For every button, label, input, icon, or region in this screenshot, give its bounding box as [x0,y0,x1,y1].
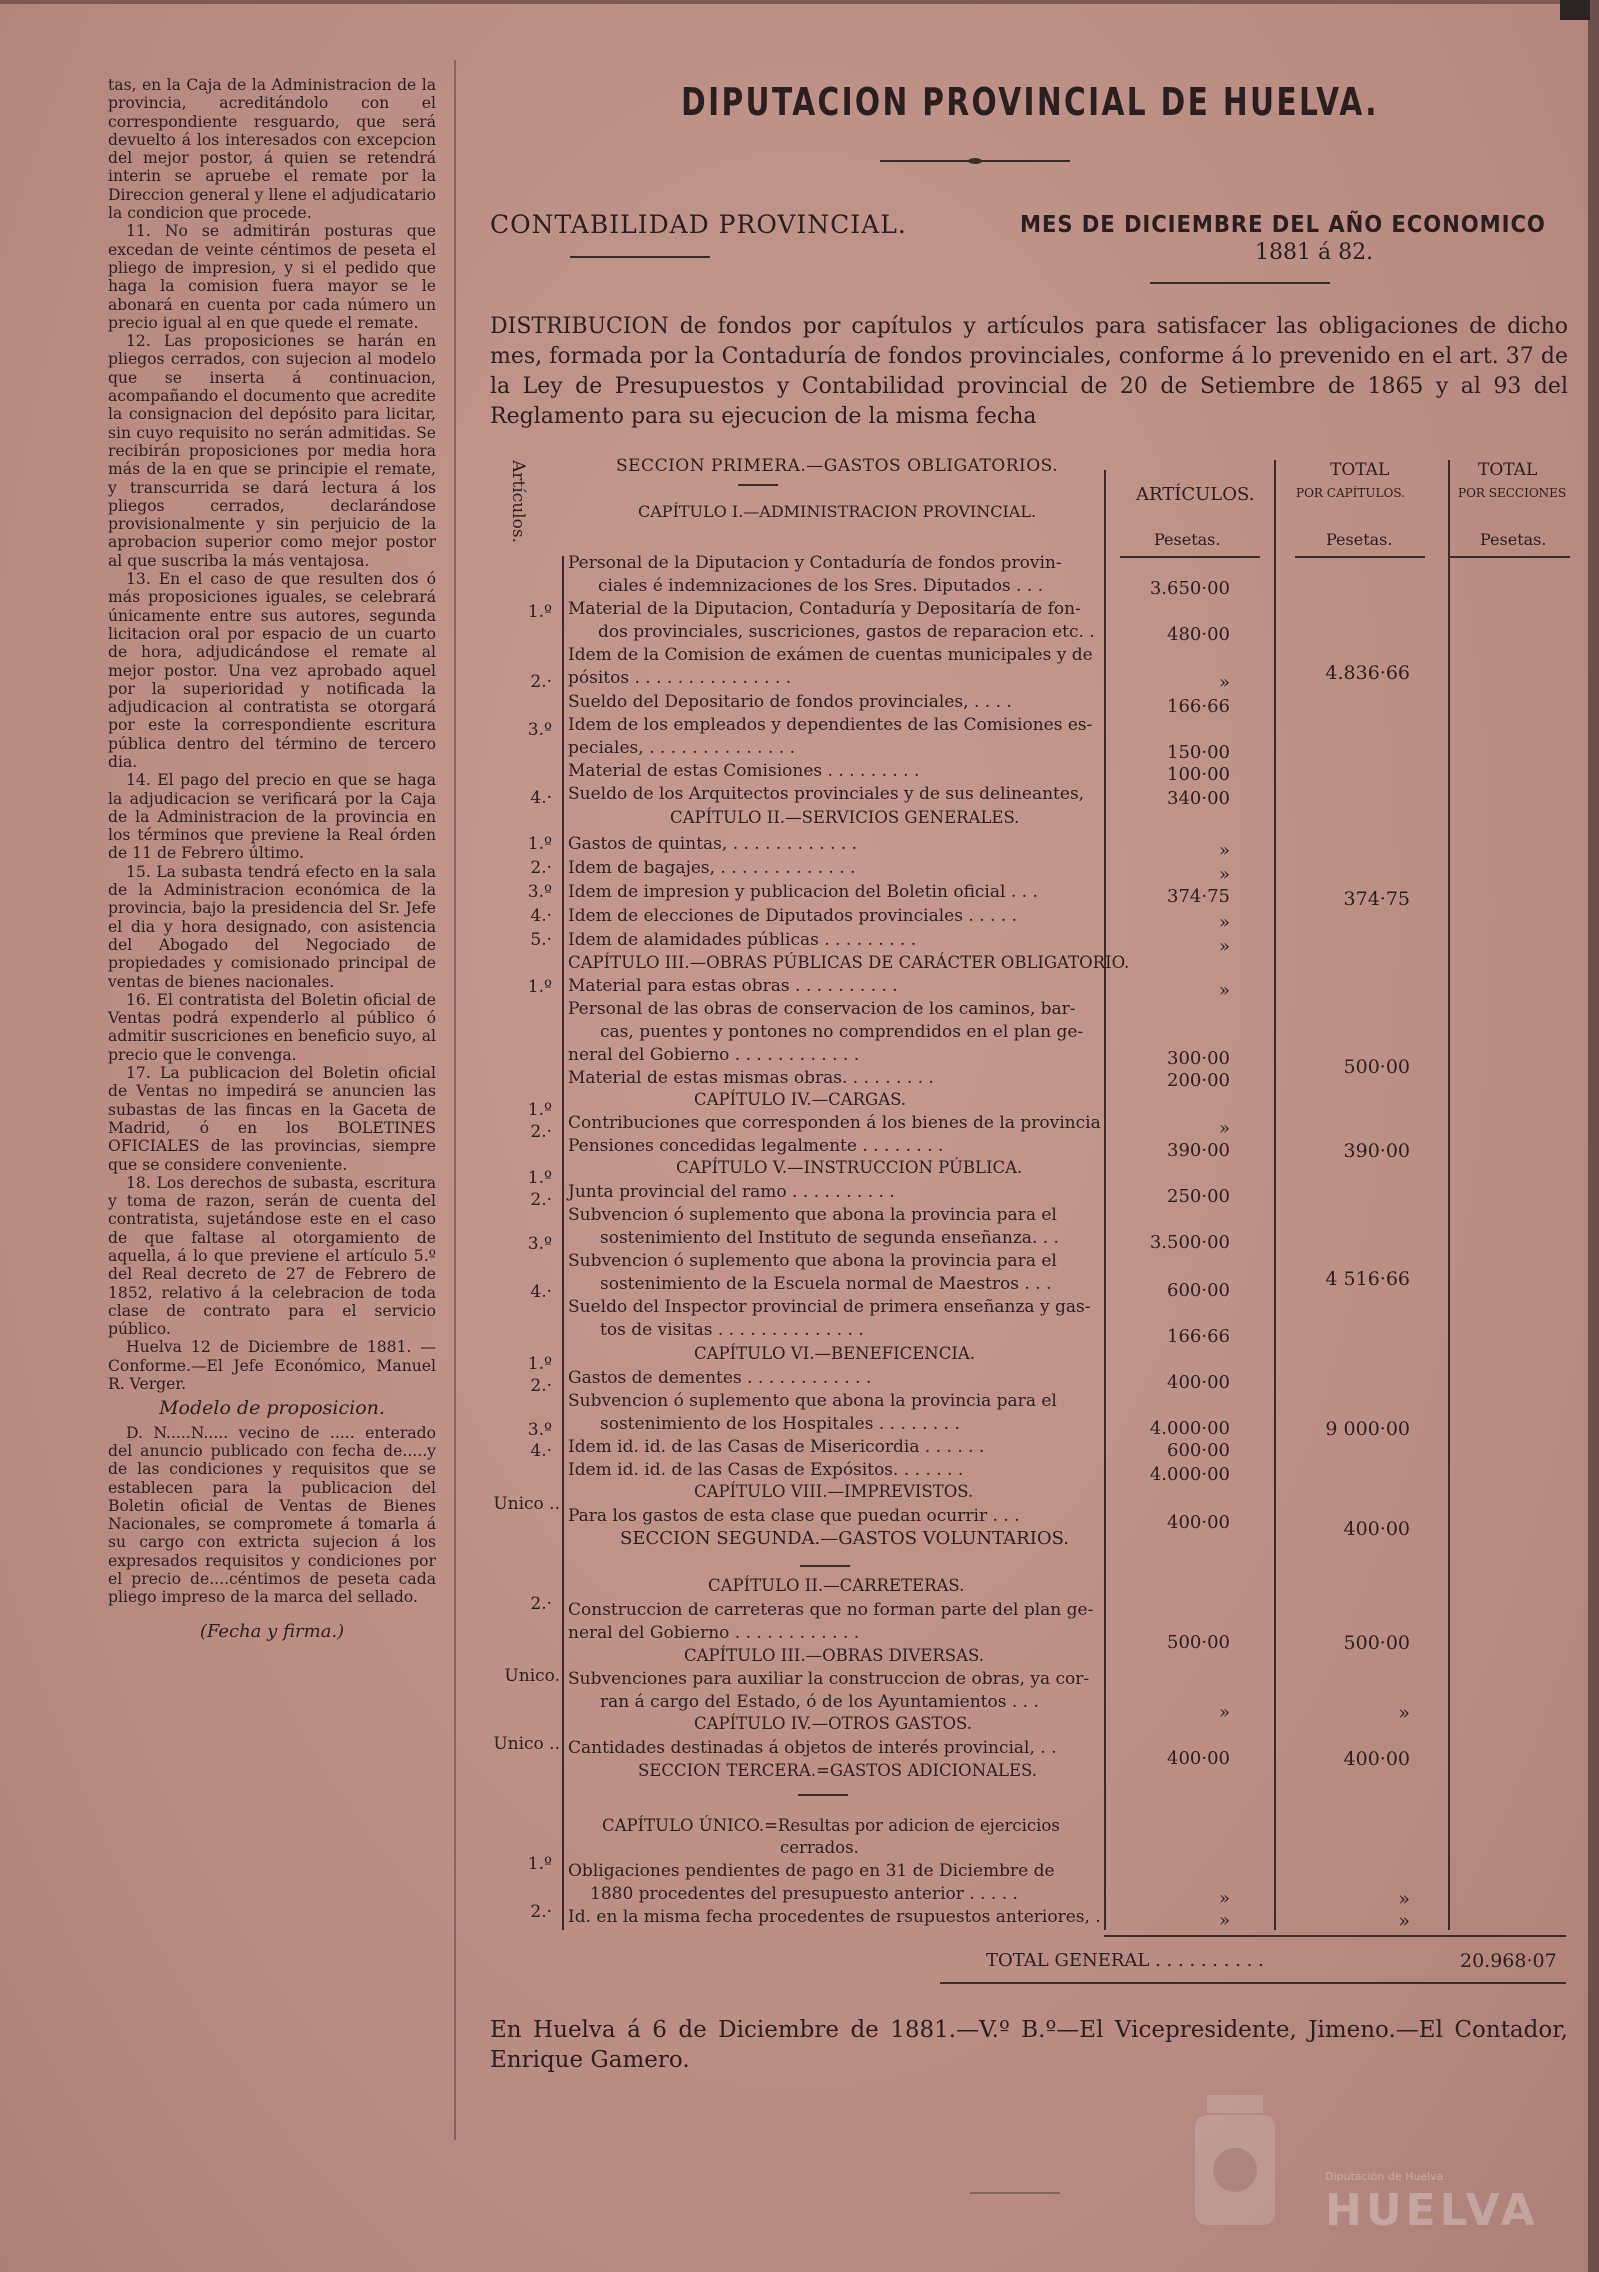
ornament-dot [968,158,982,164]
table-row-text: sostenimiento de la Escuela normal de Maestros . . . [600,1274,1052,1294]
table-row-text: Idem id. id. de las Casas de Expósitos. . . . . . . [568,1460,964,1480]
total-general-label: TOTAL GENERAL . . . . . . . . . . [986,1950,1264,1971]
table-row-text: sostenimiento de los Hospitales . . . . . . . . [600,1414,960,1434]
model-title: Modelo de proposicion. [159,1397,385,1420]
table-row-text: 1880 procedentes del presupuesto anterior . . . . . [590,1884,1018,1904]
article-value: 600·00 [1167,1280,1230,1301]
row-brace [562,556,564,1930]
articulos-label: Artículos. [508,460,528,543]
header-rule [1120,556,1260,558]
article-number: Unico. [504,1666,560,1686]
article-value: » [1218,672,1230,693]
chapter-total: 400·00 [1343,1518,1410,1540]
article-value: 4.000·00 [1149,1418,1230,1439]
model-text: D. N.....N..... vecino de ..... enterado del anuncio publicado con fecha de.....y de las condiciones y requisitos que se establecen para la publicacion del Boletin oficial de Ventas de Bienes Nacionales, se compromete á tomarla á su cargo con extricta sujecion á los expresados requisitos y condiciones por el precio de....céntimos de peseta cada pliego impreso de la marca del sellado. [108,1423,436,1607]
table-row-text: neral del Gobierno . . . . . . . . . . . . [568,1623,860,1643]
left-paragraph: 16. El contratista del Boletin oficial de Ventas podrá expenderlo al público ó admitir suscriciones en beneficio suyo, al precio que le convenga. [108,990,436,1064]
article-value: » [1218,936,1230,957]
article-value: 400·00 [1167,1748,1230,1769]
article-value: 600·00 [1167,1440,1230,1461]
total-general-value: 20.968·07 [1460,1950,1557,1972]
article-value: 166·66 [1167,696,1230,717]
stamp-mark [970,2170,1060,2194]
table-row-text: Subvenciones para auxiliar la construccion de obras, ya cor- [568,1669,1090,1689]
article-number: 1.º [527,1168,552,1188]
table-row-text: sostenimiento del Instituto de segunda enseñanza. . . [600,1228,1059,1248]
watermark-subtext: Diputación de Huelva [1325,2170,1444,2183]
article-number: 4.· [530,788,552,808]
chapter-heading: CAPÍTULO VI.—BENEFICENCIA. [694,1344,976,1363]
distribution-text: DISTRIBUCION de fondos por capítulos y artículos para satisfacer las obligaciones de dicho mes, formada por la Contaduría de fondos provinciales, conforme á lo prevenido en el art. 37 de la Ley de Presupuestos y Contabilidad provincial de 20 de Setiembre de 1865 y al 93 del Reglamento para su ejecucion de la misma fecha [490,314,1568,429]
chapter-total: 400·00 [1343,1748,1410,1770]
left-paragraph: 17. La publicacion del Boletin oficial de Ventas no impedirá se anuncien las subastas de las fincas en la Gaceta de Madrid, ó en los BOLETINES OFICIALES de las provincias, siempre que se considere conveniente. [108,1064,436,1174]
article-number: 1.º [527,1100,552,1120]
table-row-text: Idem de bagajes, . . . . . . . . . . . . . [568,858,856,878]
article-value: 390·00 [1167,1140,1230,1161]
table-row-text: Idem de impresion y publicacion del Boletin oficial . . . [568,882,1038,902]
section-heading: SECCION PRIMERA.—GASTOS OBLIGATORIOS. [616,456,1059,476]
table-row-text: ciales é indemnizaciones de los Sres. Diputados . . . [598,576,1044,596]
footer-signatures: En Huelva á 6 de Diciembre de 1881.—V.º B.º—El Vicepresidente, Jimeno.—El Contador, Enrique Gamero. [490,2017,1568,2073]
left-paragraph: 13. En el caso de que resulten dos ó más proposiciones iguales, se celebrará únicamente entre sus autores, segunda licitacion oral por espacio de un cuarto de hora, adjudicándose el remate al mejor postor. Una vez aprobado aquel por la superioridad y notificada la adjudicacion al contratista se otorgará por este la correspondiente escritura pública dentro del término de tercero dia. [108,570,436,771]
article-number: Unico .. [493,1494,560,1514]
right-edge [1588,0,1599,2272]
article-number: 3.º [527,1234,552,1254]
table-row-text: tos de visitas . . . . . . . . . . . . . . [600,1320,864,1340]
chapter-heading: CAPÍTULO V.—INSTRUCCION PÚBLICA. [676,1158,1023,1177]
article-number: 1.º [527,834,552,854]
table-row-text: dos provinciales, suscriciones, gastos de reparacion etc. . [598,622,1095,642]
table-row-text: Idem id. id. de las Casas de Misericordia . . . . . . [568,1437,985,1457]
header-rule [1450,556,1570,558]
short-rule [738,484,778,486]
page-title: DIPUTACION PROVINCIAL DE HUELVA. [681,80,1379,124]
chapter-heading: CAPÍTULO II.—CARRETERAS. [708,1576,965,1595]
table-row-text: Para los gastos de esta clase que puedan ocurrir . . . [568,1506,1020,1526]
article-value: 400·00 [1167,1372,1230,1393]
column-subheader-secciones: POR SECCIONES [1458,486,1567,500]
table-row-text: Sueldo del Depositario de fondos provinciales, . . . . [568,692,1012,712]
short-rule [798,1794,848,1796]
article-number: 2.· [530,672,552,692]
chapter-heading: CAPÍTULO II.—SERVICIOS GENERALES. [670,808,1020,827]
article-value: 250·00 [1167,1186,1230,1207]
table-row-text: Pensiones concedidas legalmente . . . . . . . . [568,1136,944,1156]
left-paragraph: 18. Los derechos de subasta, escritura y toma de razon, serán de cuenta del contratista, sujetándose este en el caso de que faltase al otorgamiento de aquella, á lo que previene el artículo 5.º del Real decreto de 27 de Febrero de 1852, relativo á la celebracion de toda clase de contrato para el servicio público. [108,1173,436,1339]
chapter-heading: CAPÍTULO IV.—CARGAS. [694,1090,907,1109]
table-row-text: Idem de elecciones de Diputados provinciales . . . . . [568,906,1017,926]
chapter-total: » [1398,1910,1410,1932]
chapter-heading: cerrados. [780,1838,859,1857]
chapter-heading: CAPÍTULO I.—ADMINISTRACION PROVINCIAL. [638,502,1037,521]
column-rule [454,60,456,2140]
article-value: 340·00 [1167,788,1230,809]
chapter-total: » [1398,1888,1410,1910]
article-value: » [1218,1118,1230,1139]
article-number: 5.· [530,930,552,950]
table-row-text: Sueldo del Inspector provincial de primera enseñanza y gas- [568,1297,1091,1317]
article-value: 4.000·00 [1149,1464,1230,1485]
article-value: 3.650·00 [1149,578,1230,599]
table-row-text: Idem de los empleados y dependientes de las Comisiones es- [568,715,1093,735]
table-row-text: Subvencion ó suplemento que abona la provincia para el [568,1251,1057,1271]
table-column-rule [1448,460,1450,1930]
table-row-text: Personal de las obras de conservacion de los caminos, bar- [568,999,1076,1019]
ornament-rule [570,256,710,258]
article-value: 374·75 [1167,886,1230,907]
article-number: 2.· [530,1902,552,1922]
section-heading: SECCION TERCERA.=GASTOS ADICIONALES. [638,1761,1038,1780]
article-value: 300·00 [1167,1048,1230,1069]
article-number: 1.º [527,1354,552,1374]
total-rule [1104,1935,1566,1937]
table-row-text: cas, puentes y pontones no comprendidos en el plan ge- [600,1022,1084,1042]
article-number: 2.· [530,1376,552,1396]
section-heading: SECCION SEGUNDA.—GASTOS VOLUNTARIOS. [620,1528,1069,1549]
total-rule [940,1982,1566,1984]
left-column [108,76,436,1641]
column-subheader-capitulos: POR CAPÍTULOS. [1296,486,1405,500]
article-number: 2.· [530,1594,552,1614]
chapter-heading: CAPÍTULO ÚNICO.=Resultas por adicion de ejercicios [602,1816,1060,1835]
article-value: 500·00 [1167,1632,1230,1653]
article-number: 1.º [527,977,552,997]
chapter-total: 500·00 [1343,1632,1410,1654]
table-row-text: Material de estas Comisiones . . . . . . . . . [568,761,920,781]
left-paragraph: 15. La subasta tendrá efecto en la sala de la Administracion económica de la provincia, bajo la presidencia del Sr. Jefe el dia y hora designado, con asistencia del Abogado del Negociado de propiedades y comisionado principal de ventas de bienes nacionales. [108,862,436,991]
article-number: 4.· [530,1282,552,1302]
top-edge [0,0,1599,4]
table-row-text: Material de la Diputacion, Contaduría y Depositaría de fon- [568,599,1081,619]
left-paragraph: 11. No se admitirán posturas que excedan de veinte céntimos de peseta el pliego de impresion, y si el pedido que haga la comision fuera mayor se le abonará en cuenta por cada número un precio igual al en que quede el remate. [108,222,436,332]
table-row-text: Gastos de quintas, . . . . . . . . . . . . [568,834,857,854]
chapter-total: 4 516·66 [1325,1268,1410,1290]
left-paragraph: tas, en la Caja de la Administracion de la provincia, acreditándolo con el correspondiente resguardo, que será devuelto á los interesados con excepcion del mejor postor, á quien se retendrá interin se apruebe el remate por la Direccion general y llene el adjudicatario la condicion que procede. [108,76,436,223]
article-value: » [1218,912,1230,933]
chapter-total: 390·00 [1343,1140,1410,1162]
table-row-text: Cantidades destinadas á objetos de interés provincial, . . [568,1738,1057,1758]
chapter-total: » [1398,1702,1410,1724]
pesetas-label: Pesetas. [1326,530,1393,549]
table-row-text: Sueldo de los Arquitectos provinciales y de sus delineantes, [568,784,1085,804]
left-paragraph: Huelva 12 de Diciembre de 1881. —Conforme.—El Jefe Económico, Manuel R. Verger. [108,1338,436,1394]
table-row-text: Material de estas mismas obras. . . . . . . . . [568,1068,934,1088]
article-number: 3.º [527,882,552,902]
article-number: 1.º [527,602,552,622]
signature: (Fecha y firma.) [199,1620,345,1642]
table-row-text: neral del Gobierno . . . . . . . . . . . . [568,1045,860,1065]
column-header-articulos: ARTÍCULOS. [1136,484,1255,505]
table-row-text: Idem de la Comision de exámen de cuentas municipales y de [568,645,1093,665]
table-row-text: Obligaciones pendientes de pago en 31 de Diciembre de [568,1861,1055,1881]
header-rule [1295,556,1425,558]
table-row-text: Gastos de dementes . . . . . . . . . . . . [568,1368,872,1388]
table-row-text: Construccion de carreteras que no forman parte del plan ge- [568,1600,1094,1620]
article-value: » [1218,864,1230,885]
article-value: 400·00 [1167,1512,1230,1533]
chapter-heading: CAPÍTULO III.—OBRAS PÚBLICAS DE CARÁCTER OBLIGATORIO. [568,953,1130,972]
table-row-text: peciales, . . . . . . . . . . . . . . [568,738,795,758]
article-value: » [1218,840,1230,861]
month-heading: MES DE DICIEMBRE DEL AÑO ECONOMICO [1020,212,1546,238]
article-value: 3.500·00 [1149,1232,1230,1253]
year-heading: 1881 á 82. [1255,240,1374,265]
chapter-total: 4.836·66 [1325,662,1410,684]
table-row-text: Subvencion ó suplemento que abona la provincia para el [568,1391,1057,1411]
article-value: 200·00 [1167,1070,1230,1091]
table-row-text: Junta provincial del ramo . . . . . . . . . . [568,1182,895,1202]
corner-mark [1560,0,1590,20]
article-number: 1.º [527,1854,552,1874]
article-number: 4.· [530,906,552,926]
table-row-text: ran á cargo del Estado, ó de los Ayuntamientos . . . [600,1692,1039,1712]
left-paragraph: 12. Las proposiciones se harán en pliegos cerrados, con sujecion al modelo que se inserta á continuacion, acompañando el documento que acredite la consignacion del depósito para licitar, sin cuyo requisito no serán admitidas. Se recibirán proposiciones por media hora más de la en que se principie el remate, y transcurrida se dará lectura á los pliegos cerrados, declarándose provisionalmente y sin perjuicio de la aprobacion superior como mejor postor al que suscriba la más ventajosa. [108,332,436,570]
table-row-text: Material para estas obras . . . . . . . . . . [568,976,898,996]
chapter-total: 9 000·00 [1325,1418,1410,1440]
article-number: Unico .. [493,1734,560,1754]
column-header-total-secciones: TOTAL [1478,460,1538,480]
column-header-total-capitulos: TOTAL [1330,460,1390,480]
article-number: 2.· [530,858,552,878]
table-row-text: Contribuciones que corresponden á los bienes de la provincia [568,1113,1101,1133]
left-paragraph: 14. El pago del precio en que se haga la adjudicacion se verificará por la Caja de la Administracion de la provincia en los términos que previene la Real órden de 11 de Febrero último. [108,771,436,863]
article-value: » [1218,980,1230,1001]
short-rule [800,1565,850,1567]
table-row-text: Id. en la misma fecha procedentes de rsupuestos anteriores, . [568,1907,1101,1927]
ornament-rule [1150,282,1330,284]
table-row-text: Subvencion ó suplemento que abona la provincia para el [568,1205,1057,1225]
article-value: » [1218,1702,1230,1723]
article-value: 150·00 [1167,742,1230,763]
chapter-heading: CAPÍTULO IV.—OTROS GASTOS. [694,1714,973,1733]
chapter-heading: CAPÍTULO III.—OBRAS DIVERSAS. [684,1646,984,1665]
article-value: » [1218,1888,1230,1909]
article-value: 100·00 [1167,764,1230,785]
chapter-total: 374·75 [1343,888,1410,910]
article-number: 3.º [527,1420,552,1440]
article-number: 3.º [527,720,552,740]
article-value: » [1218,1910,1230,1931]
article-number: 4.· [530,1441,552,1461]
pesetas-label: Pesetas. [1154,530,1221,549]
article-number: 2.· [530,1190,552,1210]
watermark-text: HUELVA [1325,2185,1539,2236]
pesetas-label: Pesetas. [1480,530,1547,549]
table-column-rule [1274,460,1276,1930]
article-value: 166·66 [1167,1326,1230,1347]
article-number: 2.· [530,1122,552,1142]
table-row-text: pósitos . . . . . . . . . . . . . . . [568,668,792,688]
table-row-text: Idem de alamidades públicas . . . . . . . . . [568,930,917,950]
article-value: 480·00 [1167,624,1230,645]
chapter-heading: CAPÍTULO VIII.—IMPREVISTOS. [694,1482,974,1501]
table-row-text: Personal de la Diputacion y Contaduría de fondos provin- [568,553,1062,573]
contabilidad-heading: CONTABILIDAD PROVINCIAL. [490,210,907,239]
chapter-total: 500·00 [1343,1056,1410,1078]
